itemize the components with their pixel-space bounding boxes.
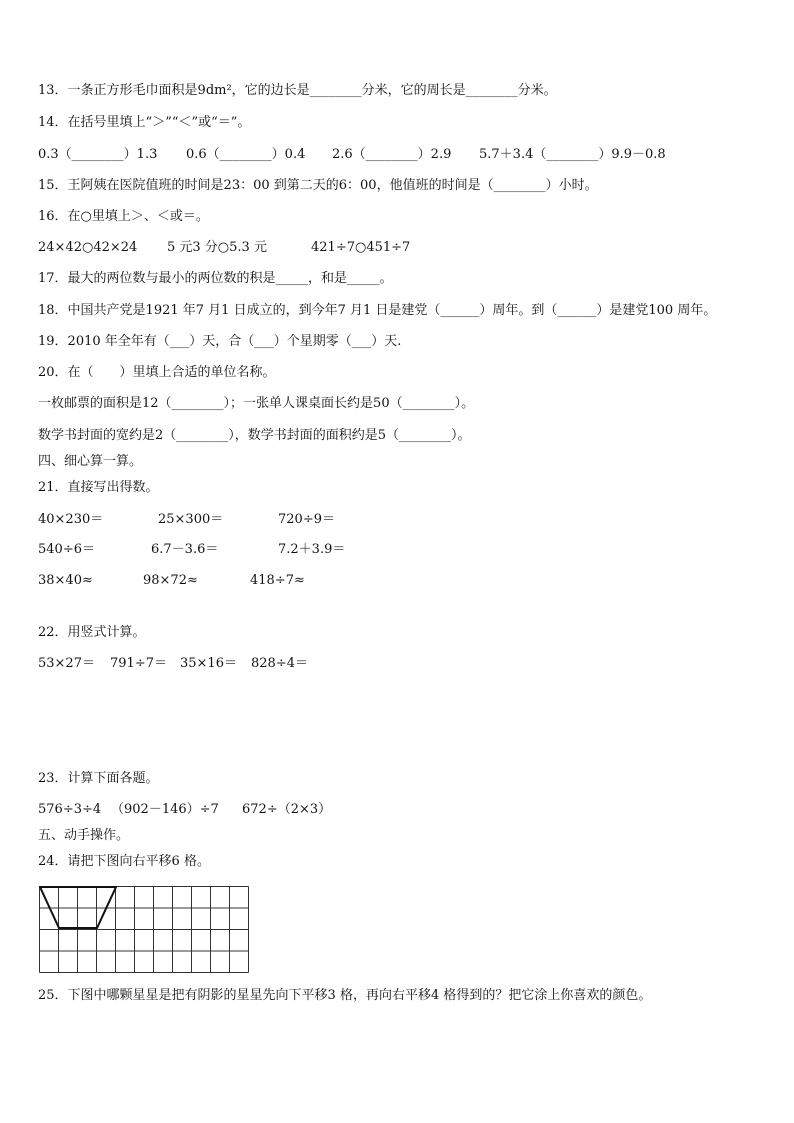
section-heading: 五、动手操作。 (38, 828, 130, 843)
calc-item: 35×16＝ (180, 656, 237, 671)
calc-item: 6.7－3.6＝ (151, 542, 219, 557)
question-16: 16．在○里填上＞、＜或＝。 (38, 209, 209, 224)
calc-item: 576÷3÷4 (38, 802, 102, 817)
calc-item: （902－146）÷7 (111, 802, 219, 817)
question-18: 18．中国共产党是1921 年7 月1 日成立的，到今年7 月1 日是建党（______）周年。到（______）是建党100 周年。 (38, 303, 717, 318)
calc-item: 540÷6＝ (38, 542, 95, 557)
question-25: 25．下图中哪颗星星是把有阴影的星星先向下平移3 格，再向右平移4 格得到的？把它涂上你喜欢的颜色。 (38, 988, 652, 1003)
calc-item: 828÷4＝ (251, 656, 308, 671)
question-17: 17．最大的两位数与最小的两位数的积是_____，和是_____。 (38, 271, 393, 286)
question-20-line: 数学书封面的宽约是2（________），数学书封面的面积约是5（________）。 (38, 428, 471, 443)
section-heading: 四、细心算一算。 (38, 454, 143, 469)
question-20-line: 一枚邮票的面积是12（________）；一张单人课桌面长约是50（________）。 (38, 396, 475, 411)
translation-grid-figure (39, 886, 249, 974)
calc-item: 418÷7≈ (250, 573, 305, 588)
calc-item: 791÷7＝ (110, 656, 167, 671)
question-19: 19．2010 年全年有（___）天，合（___）个星期零（___）天. (38, 334, 402, 349)
calc-item: 672÷（2×3） (242, 802, 332, 817)
calc-item: 40×230＝ (38, 512, 104, 527)
calc-item: 720÷9＝ (278, 512, 335, 527)
question-24: 24．请把下图向右平移6 格。 (38, 854, 210, 869)
calc-item: 53×27＝ (38, 656, 95, 671)
question-16-item: 5 元3 分○5.3 元 (167, 240, 267, 255)
calc-item: 7.2＋3.9＝ (278, 542, 346, 557)
question-15: 15．王阿姨在医院值班的时间是23：00 到第二天的6：00，他值班的时间是（________）小时。 (38, 178, 598, 193)
question-16-item: 421÷7○451÷7 (311, 240, 411, 255)
question-14: 14．在括号里填上“＞”“＜”或“＝”。 (38, 115, 251, 130)
calc-item: 38×40≈ (38, 573, 93, 588)
question-14-item: 5.7＋3.4（________）9.9－0.8 (479, 147, 666, 162)
question-14-item: 0.6（________）0.4 (186, 147, 306, 162)
question-21: 21．直接写出得数。 (38, 480, 159, 495)
question-22: 22．用竖式计算。 (38, 625, 146, 640)
calc-item: 98×72≈ (143, 573, 198, 588)
question-14-item: 2.6（________）2.9 (332, 147, 452, 162)
calc-item: 25×300＝ (158, 512, 224, 527)
question-13: 13．一条正方形毛巾面积是9dm²，它的边长是________分米，它的周长是________分米。 (38, 83, 557, 98)
question-14-item: 0.3（________）1.3 (38, 147, 158, 162)
question-23: 23．计算下面各题。 (38, 771, 159, 786)
question-16-item: 24×42○42×24 (38, 240, 138, 255)
question-20: 20．在（ ）里填上合适的单位名称。 (38, 365, 276, 380)
